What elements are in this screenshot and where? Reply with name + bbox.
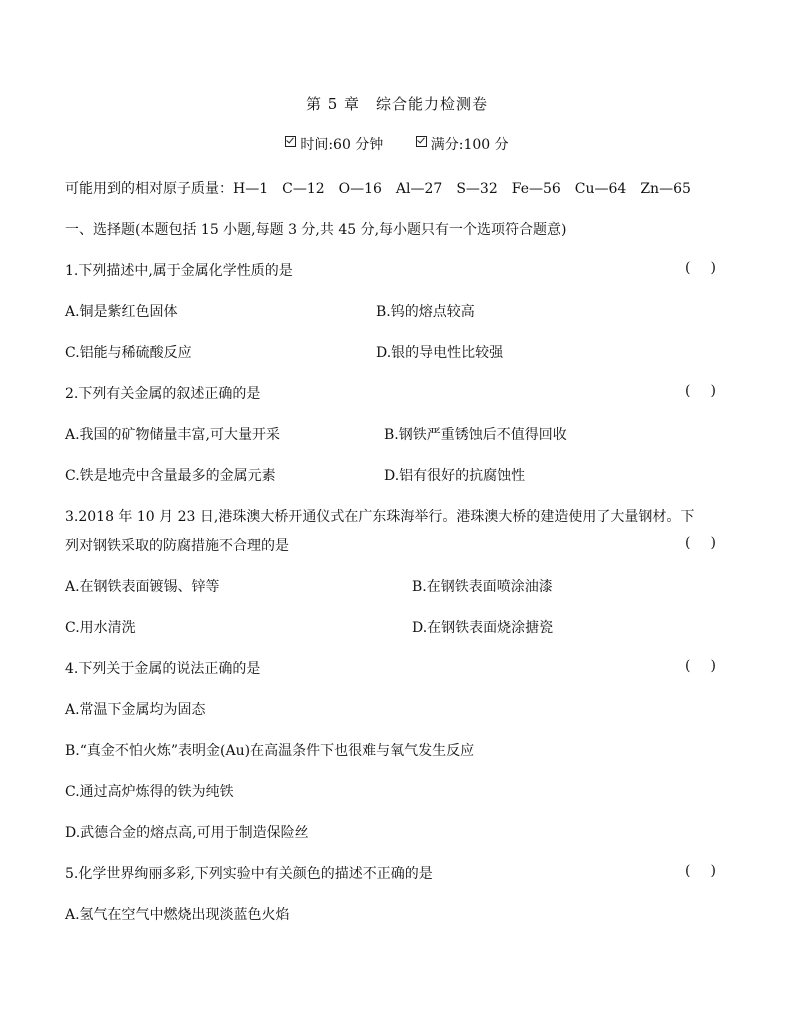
option-a: A.常温下金属均为固态: [65, 702, 206, 718]
option-a: A.铜是紫红色固体: [65, 304, 178, 320]
question-stem-cont: 列对钢铁采取的防腐措施不合理的是: [65, 538, 289, 554]
question-stem: 1.下列描述中,属于金属化学性质的是: [65, 263, 293, 279]
option-c: C.铝能与稀硫酸反应: [65, 345, 192, 361]
option-d: D.在钢铁表面烧涂搪瓷: [412, 620, 554, 636]
question-stem: 4.下列关于金属的说法正确的是: [65, 661, 261, 677]
question-stem: 3.2018 年 10 月 23 日,港珠澳大桥开通仪式在广东珠海举行。港珠澳大桥的建造使用了大量钢材。下: [65, 509, 695, 525]
option-b: B.“真金不怕火炼”表明金(Au)在高温条件下也很难与氧气发生反应: [65, 743, 475, 759]
option-d: D.银的导电性比较强: [376, 345, 504, 361]
checkbox-icon: [416, 136, 427, 147]
answer-paren: (): [685, 260, 736, 276]
option-d: D.铝有很好的抗腐蚀性: [384, 468, 526, 484]
time-info: [285, 134, 383, 154]
question-stem: 2.下列有关金属的叙述正确的是: [65, 386, 261, 402]
answer-paren: (): [685, 658, 736, 674]
exam-meta: [0, 134, 794, 154]
option-a: A.我国的矿物储量丰富,可大量开采: [65, 427, 281, 443]
option-c: C.通过高炉炼得的铁为纯铁: [65, 784, 234, 800]
atomic-masses-line: 可能用到的相对原子质量：H—1 C—12 O—16 Al—27 S—32 Fe—56 Cu—64 Zn—65: [65, 181, 691, 197]
score-label: 满分:100 分: [430, 137, 509, 153]
option-a: A.在钢铁表面镀锡、锌等: [65, 579, 220, 595]
time-label: 时间:60 分钟: [300, 137, 384, 153]
answer-paren: (): [685, 383, 736, 399]
option-a: A.氢气在空气中燃烧出现淡蓝色火焰: [65, 907, 290, 923]
option-b: B.钢铁严重锈蚀后不值得回收: [384, 427, 567, 443]
section-heading: 一、选择题(本题包括 15 小题,每题 3 分,共 45 分,每小题只有一个选项符合题意): [65, 222, 567, 238]
option-c: C.用水清洗: [65, 620, 136, 636]
option-d: D.武德合金的熔点高,可用于制造保险丝: [65, 825, 309, 841]
question-stem: 5.化学世界绚丽多彩,下列实验中有关颜色的描述不正确的是: [65, 866, 433, 882]
option-b: B.钨的熔点较高: [376, 304, 475, 320]
page-title: 第 5 章 综合能力检测卷: [305, 95, 489, 113]
checkbox-icon: [285, 136, 296, 147]
score-info: [416, 134, 509, 154]
option-b: B.在钢铁表面喷涂油漆: [412, 579, 553, 595]
answer-paren: (): [685, 535, 736, 551]
answer-paren: (): [685, 863, 736, 879]
option-c: C.铁是地壳中含量最多的金属元素: [65, 468, 276, 484]
